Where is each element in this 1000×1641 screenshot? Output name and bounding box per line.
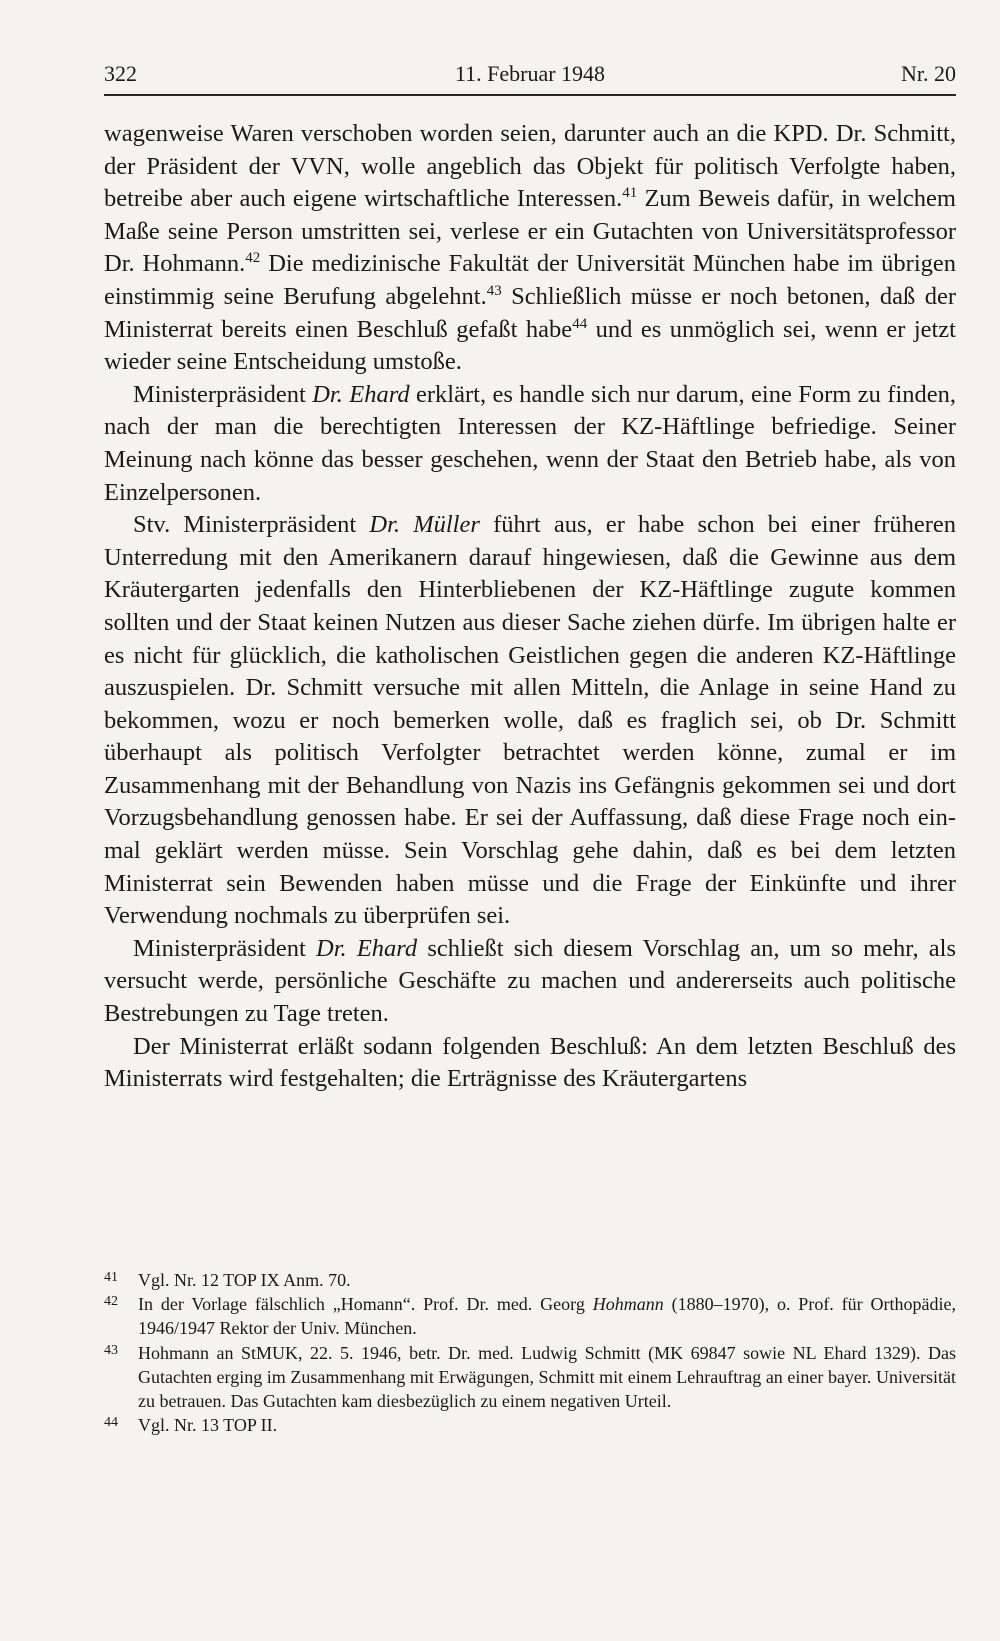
footnote-number: 42 bbox=[104, 1294, 118, 1310]
paragraph-4: Ministerpräsident Dr. Ehard schließt sich diesem Vorschlag an, um so mehr, als versucht werde, persönliche Geschäfte zu machen und andererseits auch politische Bestrebungen zu Tage treten. bbox=[104, 934, 957, 1028]
paragraph-5: Der Ministerrat erläßt sodann folgenden Beschluß: An dem letzten Beschluß des Ministerrats wird festgehalten; die Erträgnisse des Kräutergartens bbox=[104, 1032, 956, 1093]
footnote-number: 41 bbox=[104, 1270, 118, 1285]
paragraph-1: wagenweise Waren verschoben worden seien, darunter auch an die KPD. Dr. Schmitt, der Präsident der VVN, wolle angeblich das Objekt für politisch Verfolgte haben, betreibe aber auch eigene wirtschaftliche Interessen.$^{41}$ Zum Beweis dafür, in welchem Maße seine Person umstritten sei, verlese er ein Gutachten von Universitätsprofessor Dr. Hohmann.$^{42}$ Die medizinische Fakultät der Universität München habe im übrigen einstimmig seine Berufung abgelehnt.$^{43}$ Schließlich müsse er noch betonen, daß der Ministerrat bereits einen Beschluß gefaßt habe$^{44}$ und es unmöglich sei, wenn er jetzt wieder seine Entscheidung umstoße. bbox=[104, 120, 956, 376]
page bbox=[104, 58, 956, 1096]
document-number: Nr. 20 bbox=[901, 61, 956, 86]
footnote-43: 43 Hohmann an StMUK, 22. 5. 1946, betr. Dr. med. Ludwig Schmitt (MK 69847 sowie NL Ehard 1329). Das Gutachten erging im Zusammenhang mit Erwägungen, Schmitt mit einem Lehrauftrag an einer bayer. Universität zu betrauen. Das Gutachten kam diesbezüglich zu einem negativen Urteil. bbox=[104, 1342, 956, 1412]
footnote-number: 43 bbox=[104, 1342, 118, 1358]
body-text bbox=[104, 118, 956, 1096]
paragraph-2: Ministerpräsident Dr. Ehard erklärt, es handle sich nur darum, eine Form zu finden, nach der man die berechtigten Interessen der KZ-Häftlinge befriedige. Seiner Meinung nach könne das besser geschehen, wenn der Staat den Betrieb habe, als von Einzelpersonen. bbox=[104, 380, 957, 506]
footnote-ref-41[interactable]: 41 bbox=[622, 185, 638, 202]
running-header bbox=[104, 58, 956, 90]
footnotes bbox=[104, 1268, 956, 1437]
header-rule bbox=[104, 94, 956, 96]
footnote-number: 44 bbox=[104, 1415, 118, 1431]
footnote-ref-42[interactable]: 42 bbox=[245, 250, 261, 267]
footnote-42: 42 In der Vorlage fälschlich „Homann“. Prof. Dr. med. Georg Hohmann (1880–1970), o. Prof. für Orthopädie, 1946/1947 Rektor der Univ. München. bbox=[104, 1294, 957, 1339]
paragraph-3: Stv. Ministerpräsident Dr. Müller führt aus, er habe schon bei einer früheren Unterredung mit den Amerikanern darauf hingewiesen, daß die Gewinne aus dem Kräutergarten jedenfalls den Hinterbliebenen der KZ-Häftlinge zugute kommen sollten und der Staat keinen Nutzen aus dieser Sache ziehen dürfe. Im übrigen halte er es nicht für glücklich, die katholischen Geistlichen gegen die anderen KZ-Häftlinge auszuspielen. Dr. Schmitt versuche mit allen Mitteln, die Anlage in seine Hand zu bekommen, wozu er noch bemerken wolle, daß es fraglich sei, ob Dr. Schmitt überhaupt als politisch Verfolgter betrachtet werden könne, zumal er im Zusammenhang mit der Behandlung von Nazis ins Gefängnis gekommen sei und dort Vorzugsbehandlung genossen habe. Er sei der Auffassung, daß diese Frage noch einmal geklärt werden müsse. Sein Vorschlag gehe dahin, daß es bei dem letzten Ministerrat sein Bewenden haben müsse und die Frage der Einkünfte und ihrer Verwendung nochmals zu überprüfen sei. bbox=[104, 511, 957, 930]
speaker-name: Dr. Ehard bbox=[316, 934, 418, 962]
footnote-ref-44[interactable]: 44 bbox=[572, 315, 588, 332]
footnote-ref-43[interactable]: 43 bbox=[486, 282, 502, 299]
header-date: 11. Februar 1948 bbox=[454, 61, 606, 86]
footnote-41: 41 Vgl. Nr. 12 TOP IX Anm. 70. bbox=[104, 1270, 351, 1290]
page-number: 322 bbox=[104, 61, 137, 86]
speaker-name: Dr. Ehard bbox=[312, 380, 410, 408]
footnote-44: 44 Vgl. Nr. 13 TOP II. bbox=[104, 1415, 278, 1436]
speaker-name: Dr. Müller bbox=[369, 511, 480, 539]
